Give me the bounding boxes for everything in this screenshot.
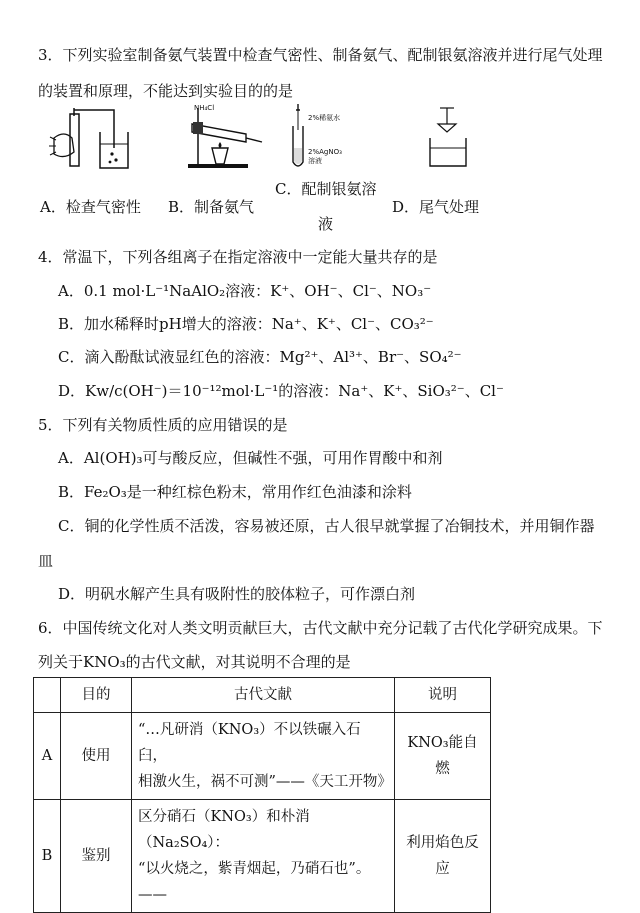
row-literature bbox=[132, 713, 395, 800]
reagent-label-nh4cl: NH₄Cl bbox=[194, 104, 215, 112]
table-header-explanation: 说明 bbox=[395, 678, 491, 713]
q4-stem: 4．常温下，下列各组离子在指定溶液中一定能大量共存的是 bbox=[38, 248, 438, 266]
table-header-purpose: 目的 bbox=[61, 678, 132, 713]
q3-option-c-line1: C．配制银氨溶 bbox=[275, 180, 377, 198]
q4-option-c: C．滴入酚酞试液显红色的溶液：Mg²⁺、Al³⁺、Br⁻、SO₄²⁻ bbox=[58, 348, 462, 366]
q5-option-d: D．明矾水解产生具有吸附性的胶体粒子，可作漂白剂 bbox=[58, 585, 416, 603]
kno3-literature-table bbox=[33, 677, 491, 913]
q5-stem: 5．下列有关物质性质的应用错误的是 bbox=[38, 416, 288, 434]
q5-option-b: B．Fe₂O₃是一种红棕色粉末，常用作红色油漆和涂料 bbox=[58, 483, 412, 501]
q3-option-d: D．尾气处理 bbox=[392, 198, 480, 216]
row-literature-line2: “以火烧之，紫青烟起，乃硝石也”。—— bbox=[138, 861, 371, 903]
figure-tail-gas-treatment bbox=[420, 104, 480, 170]
q5-option-c-line1: C．铜的化学性质不活泼，容易被还原，古人很早就掌握了冶铜技术，并用铜作器 bbox=[58, 517, 595, 535]
row-purpose: 鉴别 bbox=[61, 800, 132, 913]
q4-option-b: B．加水稀释时pH增大的溶液：Na⁺、K⁺、Cl⁻、CO₃²⁻ bbox=[58, 315, 434, 333]
row-literature-line2: 相激火生，祸不可测”——《天工开物》 bbox=[138, 774, 392, 790]
q3-stem-line1: 3．下列实验室制备氨气装置中检查气密性、制备氨气、配制银氨溶液并进行尾气处理 bbox=[38, 46, 603, 64]
q3-option-b: B．制备氨气 bbox=[168, 198, 255, 216]
row-explanation: 利用焰色反应 bbox=[395, 800, 491, 913]
table-header-row bbox=[34, 678, 491, 713]
reagent-label-solution: 溶液 bbox=[308, 157, 322, 165]
q5-option-c-line2: 皿 bbox=[38, 552, 54, 570]
row-label: A bbox=[34, 713, 61, 800]
row-explanation: KNO₃能自燃 bbox=[395, 713, 491, 800]
q6-stem-line1: 6．中国传统文化对人类文明贡献巨大，古代文献中充分记载了古代化学研究成果。下 bbox=[38, 619, 603, 637]
table-header-literature: 古代文献 bbox=[132, 678, 395, 713]
q4-option-d: D．Kw/c(OH⁻)＝10⁻¹²mol·L⁻¹的溶液：Na⁺、K⁺、SiO₃²⁻、Cl⁻ bbox=[58, 382, 504, 400]
row-label: B bbox=[34, 800, 61, 913]
q3-option-a: A．检查气密性 bbox=[40, 198, 141, 216]
table-row bbox=[34, 800, 491, 913]
row-literature bbox=[132, 800, 395, 913]
q3-stem-line2: 的装置和原理，不能达到实验目的的是 bbox=[38, 82, 294, 100]
row-literature-line1: 区分硝石（KNO₃）和朴消（Na₂SO₄）： bbox=[138, 809, 310, 851]
table-row bbox=[34, 713, 491, 800]
q6-stem-line2: 列关于KNO₃的古代文献，对其说明不合理的是 bbox=[38, 653, 351, 671]
q5-option-a: A．Al(OH)₃可与酸反应，但碱性不强，可用作胃酸中和剂 bbox=[58, 449, 443, 467]
row-literature-line1: “…凡研消（KNO₃）不以铁碾入石臼， bbox=[138, 722, 361, 764]
q3-option-c-line2: 液 bbox=[318, 215, 334, 233]
figure-silver-ammonia-preparation bbox=[290, 104, 360, 170]
reagent-label-dilute-ammonia: 2%稀氨水 bbox=[308, 114, 341, 122]
reagent-label-silver-nitrate: 2%AgNO₃ bbox=[308, 148, 342, 156]
q4-option-a: A．0.1 mol·L⁻¹NaAlO₂溶液：K⁺、OH⁻、Cl⁻、NO₃⁻ bbox=[58, 282, 432, 300]
figure-airtightness-check bbox=[44, 108, 134, 170]
row-purpose: 使用 bbox=[61, 713, 132, 800]
figure-ammonia-preparation bbox=[178, 104, 268, 170]
table-header-blank bbox=[34, 678, 61, 713]
